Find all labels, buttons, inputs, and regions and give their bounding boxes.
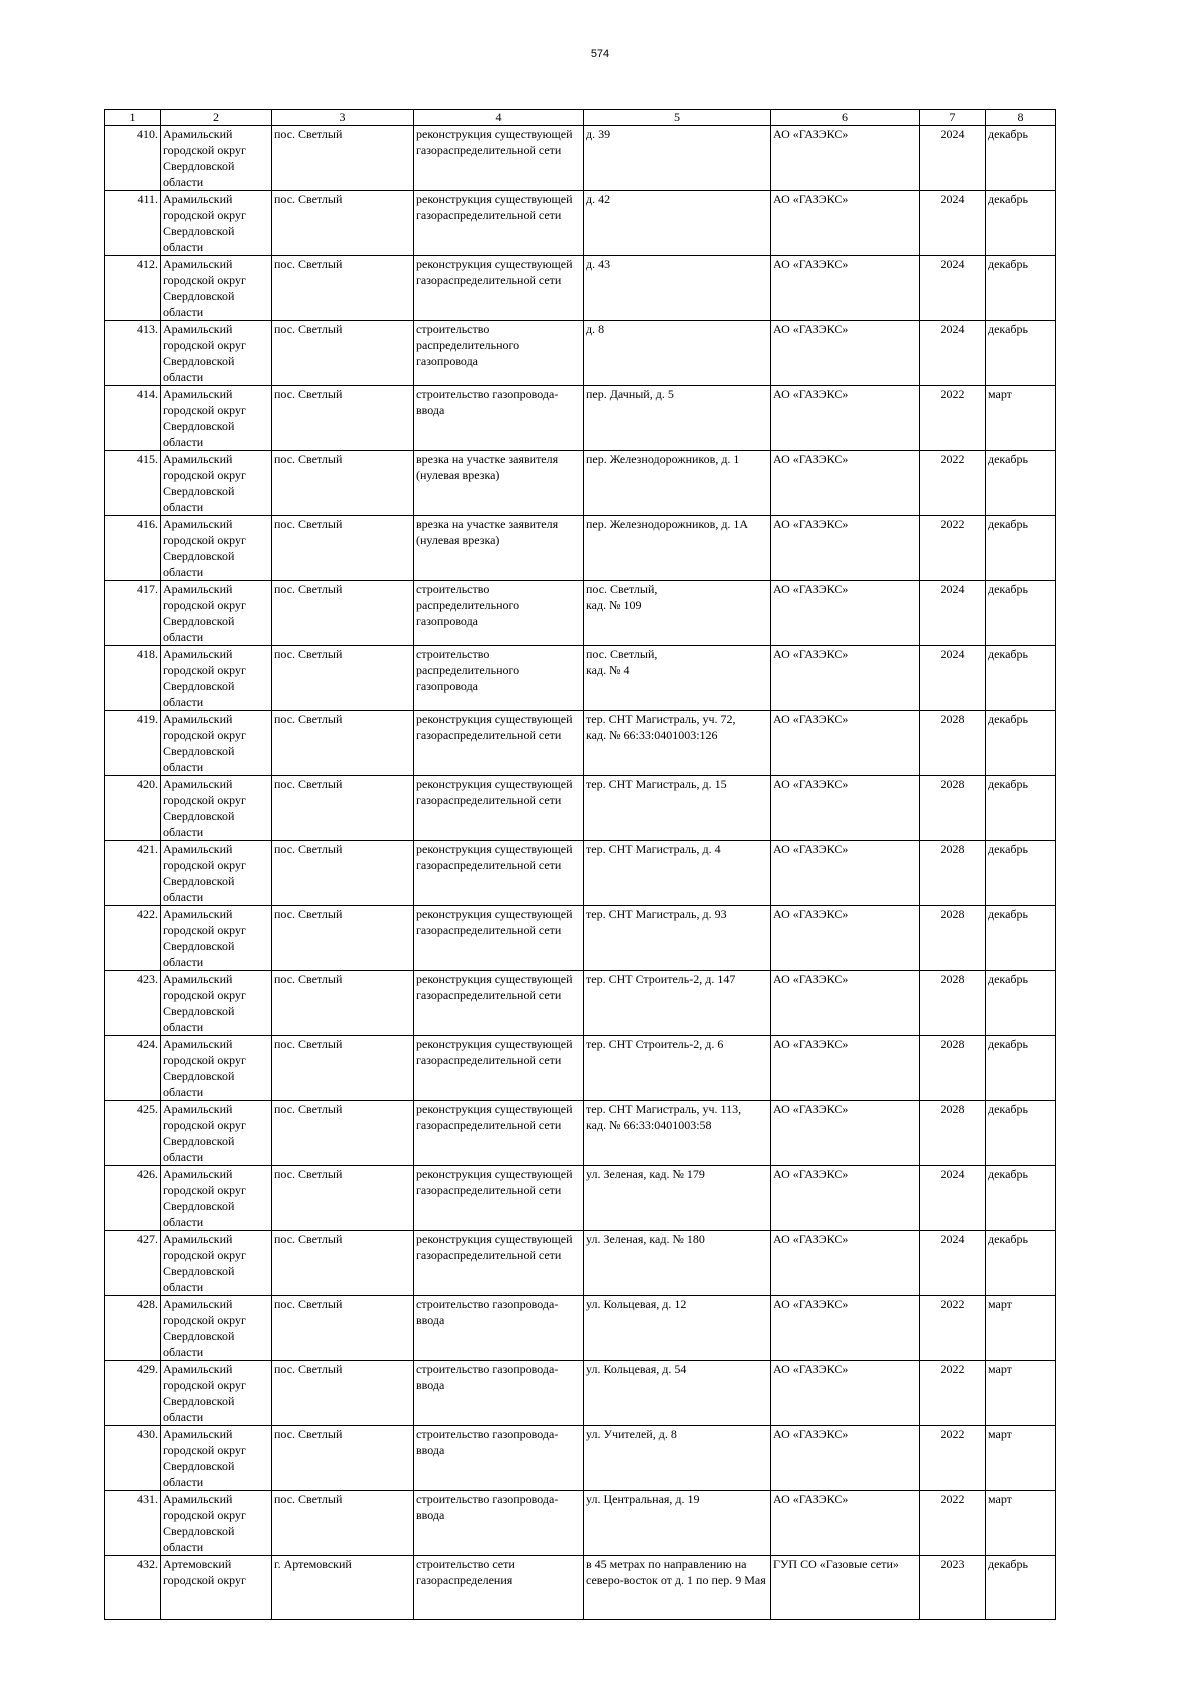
cell-municipality: Арамильский городской округ Свердловской области <box>161 711 272 776</box>
cell-month: декабрь <box>986 1166 1056 1231</box>
cell-address: ул. Зеленая, кад. № 180 <box>584 1231 771 1296</box>
cell-row-number: 431. <box>105 1491 161 1556</box>
cell-work-type: строительство распределительного газопровода <box>414 321 584 386</box>
table-row <box>105 1426 1056 1491</box>
table-row <box>105 646 1056 711</box>
cell-address: д. 42 <box>584 191 771 256</box>
cell-executor: АО «ГАЗЭКС» <box>771 711 920 776</box>
cell-row-number: 419. <box>105 711 161 776</box>
cell-settlement: пос. Светлый <box>272 1036 414 1101</box>
cell-settlement: пос. Светлый <box>272 516 414 581</box>
cell-address: тер. СНТ Магистраль, д. 15 <box>584 776 771 841</box>
cell-settlement: пос. Светлый <box>272 191 414 256</box>
cell-settlement: пос. Светлый <box>272 1426 414 1491</box>
table-row <box>105 256 1056 321</box>
cell-settlement: пос. Светлый <box>272 386 414 451</box>
cell-row-number: 417. <box>105 581 161 646</box>
cell-municipality: Арамильский городской округ Свердловской области <box>161 776 272 841</box>
cell-row-number: 420. <box>105 776 161 841</box>
cell-month: декабрь <box>986 646 1056 711</box>
cell-municipality: Арамильский городской округ Свердловской области <box>161 256 272 321</box>
cell-settlement: пос. Светлый <box>272 971 414 1036</box>
cell-work-type: реконструкция существующей газораспределительной сети <box>414 256 584 321</box>
cell-settlement: пос. Светлый <box>272 581 414 646</box>
table-row <box>105 1491 1056 1556</box>
cell-month: декабрь <box>986 906 1056 971</box>
cell-work-type: реконструкция существующей газораспределительной сети <box>414 841 584 906</box>
cell-municipality: Арамильский городской округ Свердловской области <box>161 1426 272 1491</box>
cell-settlement: пос. Светлый <box>272 1361 414 1426</box>
table-row <box>105 386 1056 451</box>
cell-settlement: пос. Светлый <box>272 646 414 711</box>
cell-municipality: Арамильский городской округ Свердловской области <box>161 971 272 1036</box>
cell-row-number: 418. <box>105 646 161 711</box>
cell-month: декабрь <box>986 321 1056 386</box>
cell-executor: АО «ГАЗЭКС» <box>771 1296 920 1361</box>
cell-row-number: 421. <box>105 841 161 906</box>
cell-row-number: 413. <box>105 321 161 386</box>
cell-address: тер. СНТ Строитель-2, д. 147 <box>584 971 771 1036</box>
cell-work-type: строительство газопровода-ввода <box>414 1296 584 1361</box>
cell-month: декабрь <box>986 1101 1056 1166</box>
cell-month: декабрь <box>986 191 1056 256</box>
cell-executor: АО «ГАЗЭКС» <box>771 451 920 516</box>
cell-executor: АО «ГАЗЭКС» <box>771 776 920 841</box>
cell-municipality: Арамильский городской округ Свердловской области <box>161 321 272 386</box>
cell-month: март <box>986 1491 1056 1556</box>
table-row <box>105 321 1056 386</box>
cell-executor: АО «ГАЗЭКС» <box>771 1101 920 1166</box>
column-header: 8 <box>986 110 1056 126</box>
cell-settlement: пос. Светлый <box>272 256 414 321</box>
cell-row-number: 422. <box>105 906 161 971</box>
cell-executor: АО «ГАЗЭКС» <box>771 1166 920 1231</box>
cell-work-type: реконструкция существующей газораспределительной сети <box>414 1101 584 1166</box>
cell-month: декабрь <box>986 711 1056 776</box>
cell-settlement: пос. Светлый <box>272 711 414 776</box>
cell-work-type: строительство распределительного газопровода <box>414 646 584 711</box>
column-header: 3 <box>272 110 414 126</box>
column-header: 6 <box>771 110 920 126</box>
cell-year: 2028 <box>920 1036 986 1101</box>
cell-year: 2024 <box>920 646 986 711</box>
table-row <box>105 1036 1056 1101</box>
cell-year: 2024 <box>920 191 986 256</box>
cell-row-number: 428. <box>105 1296 161 1361</box>
cell-municipality: Арамильский городской округ Свердловской области <box>161 1036 272 1101</box>
cell-executor: АО «ГАЗЭКС» <box>771 256 920 321</box>
table-row <box>105 581 1056 646</box>
cell-executor: АО «ГАЗЭКС» <box>771 971 920 1036</box>
cell-address: тер. СНТ Магистраль, уч. 72, кад. № 66:33:0401003:126 <box>584 711 771 776</box>
cell-year: 2028 <box>920 971 986 1036</box>
cell-address: ул. Учителей, д. 8 <box>584 1426 771 1491</box>
cell-month: март <box>986 1426 1056 1491</box>
cell-work-type: врезка на участке заявителя (нулевая врезка) <box>414 451 584 516</box>
cell-address: д. 8 <box>584 321 771 386</box>
cell-municipality: Арамильский городской округ Свердловской области <box>161 1361 272 1426</box>
cell-municipality: Арамильский городской округ Свердловской области <box>161 841 272 906</box>
cell-year: 2024 <box>920 1166 986 1231</box>
cell-month: декабрь <box>986 971 1056 1036</box>
cell-year: 2028 <box>920 711 986 776</box>
cell-work-type: реконструкция существующей газораспределительной сети <box>414 906 584 971</box>
cell-work-type: реконструкция существующей газораспределительной сети <box>414 971 584 1036</box>
cell-month: декабрь <box>986 256 1056 321</box>
cell-row-number: 412. <box>105 256 161 321</box>
cell-month: декабрь <box>986 581 1056 646</box>
table-row <box>105 191 1056 256</box>
cell-row-number: 411. <box>105 191 161 256</box>
column-number-row <box>105 110 1056 126</box>
column-header: 7 <box>920 110 986 126</box>
cell-year: 2023 <box>920 1556 986 1620</box>
cell-row-number: 426. <box>105 1166 161 1231</box>
page-number: 574 <box>590 48 610 60</box>
cell-year: 2022 <box>920 1361 986 1426</box>
cell-executor: АО «ГАЗЭКС» <box>771 191 920 256</box>
cell-year: 2022 <box>920 1491 986 1556</box>
cell-month: декабрь <box>986 1556 1056 1620</box>
cell-year: 2024 <box>920 1231 986 1296</box>
table-row <box>105 1231 1056 1296</box>
cell-year: 2024 <box>920 581 986 646</box>
column-header: 2 <box>161 110 272 126</box>
cell-work-type: строительство газопровода-ввода <box>414 1426 584 1491</box>
table-row <box>105 841 1056 906</box>
cell-executor: АО «ГАЗЭКС» <box>771 126 920 191</box>
cell-month: декабрь <box>986 126 1056 191</box>
cell-work-type: строительство распределительного газопровода <box>414 581 584 646</box>
cell-year: 2022 <box>920 451 986 516</box>
cell-year: 2022 <box>920 386 986 451</box>
cell-settlement: пос. Светлый <box>272 1101 414 1166</box>
table-row <box>105 1296 1056 1361</box>
cell-municipality: Арамильский городской округ Свердловской области <box>161 1231 272 1296</box>
cell-settlement: пос. Светлый <box>272 451 414 516</box>
cell-settlement: пос. Светлый <box>272 776 414 841</box>
table-row <box>105 126 1056 191</box>
cell-month: декабрь <box>986 451 1056 516</box>
table-row <box>105 1556 1056 1620</box>
cell-month: декабрь <box>986 516 1056 581</box>
table-header <box>105 110 1056 126</box>
cell-settlement: пос. Светлый <box>272 906 414 971</box>
table-body <box>105 126 1056 1620</box>
cell-executor: АО «ГАЗЭКС» <box>771 1361 920 1426</box>
cell-address: пер. Железнодорожников, д. 1 <box>584 451 771 516</box>
cell-settlement: пос. Светлый <box>272 841 414 906</box>
cell-address: д. 43 <box>584 256 771 321</box>
cell-executor: АО «ГАЗЭКС» <box>771 841 920 906</box>
cell-municipality: Арамильский городской округ Свердловской области <box>161 581 272 646</box>
column-header: 5 <box>584 110 771 126</box>
cell-address: ул. Кольцевая, д. 12 <box>584 1296 771 1361</box>
cell-work-type: реконструкция существующей газораспределительной сети <box>414 1231 584 1296</box>
cell-municipality: Арамильский городской округ Свердловской области <box>161 386 272 451</box>
cell-row-number: 416. <box>105 516 161 581</box>
cell-address: в 45 метрах по направлению на северо-восток от д. 1 по пер. 9 Мая <box>584 1556 771 1620</box>
table-row <box>105 1166 1056 1231</box>
cell-row-number: 423. <box>105 971 161 1036</box>
cell-work-type: реконструкция существующей газораспределительной сети <box>414 1166 584 1231</box>
cell-executor: АО «ГАЗЭКС» <box>771 1426 920 1491</box>
table-row <box>105 1101 1056 1166</box>
cell-municipality: Арамильский городской округ Свердловской области <box>161 1296 272 1361</box>
gas-works-table <box>104 109 1056 1620</box>
cell-executor: АО «ГАЗЭКС» <box>771 1491 920 1556</box>
column-header: 4 <box>414 110 584 126</box>
cell-executor: ГУП СО «Газовые сети» <box>771 1556 920 1620</box>
cell-settlement: пос. Светлый <box>272 321 414 386</box>
cell-work-type: реконструкция существующей газораспределительной сети <box>414 711 584 776</box>
cell-work-type: строительство газопровода-ввода <box>414 1491 584 1556</box>
cell-address: тер. СНТ Магистраль, д. 4 <box>584 841 771 906</box>
cell-municipality: Арамильский городской округ Свердловской области <box>161 516 272 581</box>
cell-row-number: 414. <box>105 386 161 451</box>
cell-row-number: 425. <box>105 1101 161 1166</box>
cell-address: тер. СНТ Строитель-2, д. 6 <box>584 1036 771 1101</box>
cell-municipality: Арамильский городской округ Свердловской области <box>161 646 272 711</box>
table-row <box>105 711 1056 776</box>
cell-row-number: 415. <box>105 451 161 516</box>
cell-row-number: 427. <box>105 1231 161 1296</box>
cell-address: тер. СНТ Магистраль, д. 93 <box>584 906 771 971</box>
table-row <box>105 776 1056 841</box>
cell-month: декабрь <box>986 776 1056 841</box>
cell-municipality: Арамильский городской округ Свердловской области <box>161 906 272 971</box>
cell-year: 2028 <box>920 1101 986 1166</box>
cell-address: пер. Железнодорожников, д. 1А <box>584 516 771 581</box>
cell-year: 2028 <box>920 841 986 906</box>
cell-year: 2024 <box>920 126 986 191</box>
cell-executor: АО «ГАЗЭКС» <box>771 581 920 646</box>
cell-settlement: пос. Светлый <box>272 1166 414 1231</box>
cell-settlement: пос. Светлый <box>272 126 414 191</box>
cell-address: пер. Дачный, д. 5 <box>584 386 771 451</box>
cell-work-type: реконструкция существующей газораспределительной сети <box>414 776 584 841</box>
table-row <box>105 516 1056 581</box>
cell-address: ул. Кольцевая, д. 54 <box>584 1361 771 1426</box>
cell-settlement: пос. Светлый <box>272 1231 414 1296</box>
cell-year: 2022 <box>920 1296 986 1361</box>
cell-month: декабрь <box>986 1036 1056 1101</box>
cell-work-type: реконструкция существующей газораспределительной сети <box>414 1036 584 1101</box>
cell-month: март <box>986 1296 1056 1361</box>
cell-executor: АО «ГАЗЭКС» <box>771 1036 920 1101</box>
cell-year: 2024 <box>920 321 986 386</box>
cell-address: тер. СНТ Магистраль, уч. 113, кад. № 66:33:0401003:58 <box>584 1101 771 1166</box>
table-row <box>105 451 1056 516</box>
column-header: 1 <box>105 110 161 126</box>
cell-executor: АО «ГАЗЭКС» <box>771 516 920 581</box>
cell-settlement: пос. Светлый <box>272 1491 414 1556</box>
table-row <box>105 971 1056 1036</box>
cell-year: 2022 <box>920 516 986 581</box>
cell-municipality: Арамильский городской округ Свердловской области <box>161 1166 272 1231</box>
cell-year: 2022 <box>920 1426 986 1491</box>
cell-address: ул. Центральная, д. 19 <box>584 1491 771 1556</box>
cell-work-type: строительство газопровода-ввода <box>414 1361 584 1426</box>
cell-municipality: Артемовский городской округ <box>161 1556 272 1620</box>
cell-address: пос. Светлый, кад. № 4 <box>584 646 771 711</box>
table-row <box>105 906 1056 971</box>
cell-executor: АО «ГАЗЭКС» <box>771 646 920 711</box>
cell-year: 2028 <box>920 906 986 971</box>
cell-work-type: реконструкция существующей газораспределительной сети <box>414 126 584 191</box>
cell-month: декабрь <box>986 1231 1056 1296</box>
cell-row-number: 424. <box>105 1036 161 1101</box>
cell-settlement: г. Артемовский <box>272 1556 414 1620</box>
cell-work-type: строительство сети газораспределения <box>414 1556 584 1620</box>
cell-work-type: врезка на участке заявителя (нулевая врезка) <box>414 516 584 581</box>
cell-executor: АО «ГАЗЭКС» <box>771 1231 920 1296</box>
cell-address: пос. Светлый, кад. № 109 <box>584 581 771 646</box>
cell-work-type: реконструкция существующей газораспределительной сети <box>414 191 584 256</box>
cell-settlement: пос. Светлый <box>272 1296 414 1361</box>
cell-month: март <box>986 1361 1056 1426</box>
cell-executor: АО «ГАЗЭКС» <box>771 321 920 386</box>
cell-executor: АО «ГАЗЭКС» <box>771 906 920 971</box>
cell-row-number: 432. <box>105 1556 161 1620</box>
cell-row-number: 429. <box>105 1361 161 1426</box>
table-row <box>105 1361 1056 1426</box>
cell-row-number: 430. <box>105 1426 161 1491</box>
cell-executor: АО «ГАЗЭКС» <box>771 386 920 451</box>
cell-work-type: строительство газопровода-ввода <box>414 386 584 451</box>
cell-municipality: Арамильский городской округ Свердловской области <box>161 191 272 256</box>
cell-address: д. 39 <box>584 126 771 191</box>
cell-year: 2028 <box>920 776 986 841</box>
cell-municipality: Арамильский городской округ Свердловской области <box>161 1491 272 1556</box>
cell-municipality: Арамильский городской округ Свердловской области <box>161 126 272 191</box>
cell-municipality: Арамильский городской округ Свердловской области <box>161 451 272 516</box>
cell-municipality: Арамильский городской округ Свердловской области <box>161 1101 272 1166</box>
cell-year: 2024 <box>920 256 986 321</box>
cell-month: декабрь <box>986 841 1056 906</box>
cell-row-number: 410. <box>105 126 161 191</box>
cell-month: март <box>986 386 1056 451</box>
cell-address: ул. Зеленая, кад. № 179 <box>584 1166 771 1231</box>
